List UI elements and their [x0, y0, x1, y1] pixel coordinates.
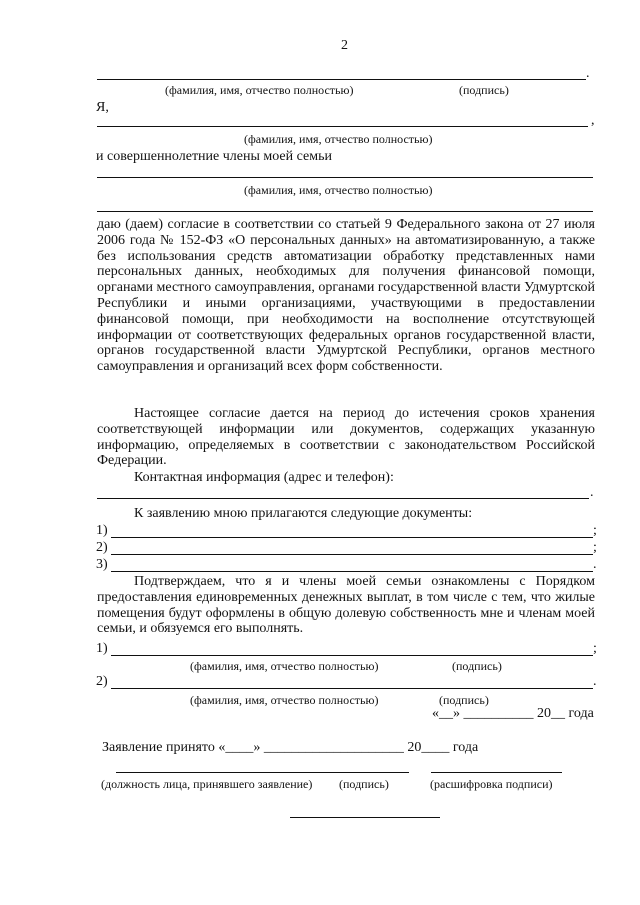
- sign-item-end: .: [593, 674, 597, 689]
- ya-label: Я,: [96, 100, 109, 115]
- page-number: 2: [341, 38, 348, 53]
- confirm-paragraph: Подтверждаем, что я и члены моей семьи ознакомлены с Порядком предоставления единовременных денежных выплат, в том числе с тем, что жилые помещения будут оформлены в общую долевую собственность мне и членам моей семьи, и обязуемся его выполнять.: [97, 574, 595, 637]
- doc-item-line[interactable]: [111, 571, 593, 572]
- accepted-line[interactable]: Заявление принято «____» ____________________ 20____ года: [102, 740, 479, 755]
- caption-accepted-position: (должность лица, принявшего заявление): [101, 777, 313, 791]
- doc-item-end: ;: [593, 523, 597, 538]
- caption-accepted-sign: (подпись): [339, 777, 389, 791]
- fio-line-3[interactable]: [97, 177, 593, 178]
- line-end-comma: ,: [591, 113, 595, 128]
- caption-fio-2: (фамилия, имя, отчество полностью): [244, 132, 433, 146]
- fio-line-4[interactable]: [97, 211, 593, 212]
- accepted-decode-line[interactable]: [431, 772, 562, 773]
- caption-fio-1: (фамилия, имя, отчество полностью): [165, 83, 354, 97]
- sign-item-number: 1): [96, 641, 108, 656]
- caption-sign-sign-1: (подпись): [452, 659, 502, 673]
- consent-paragraph: даю (даем) согласие в соответствии со статьей 9 Федерального закона от 27 июля 2006 года № 152-ФЗ «О персональных данных» на автоматизированную, а также без использования средств автоматизации обработку представленных нами персональных данных, необходимых для получения финансовой помощи, органами местного самоуправления, органами государственной власти Удмуртской Республики и иными организациями, участвующими в предоставлении финансовой помощи, при необходимости на восполнение отсутствующей информации от соответствующих федеральных органов государственной власти, органов государственной власти Удмуртской Республики, органов местного самоуправления и организаций всех форм собственности.: [97, 217, 595, 375]
- closing-separator: [290, 817, 440, 818]
- caption-accepted-decode: (расшифровка подписи): [430, 777, 553, 791]
- line-end-period: .: [586, 66, 590, 81]
- sign-item-number: 2): [96, 674, 108, 689]
- doc-item-end: .: [593, 557, 597, 572]
- contact-info-line[interactable]: [97, 498, 589, 499]
- caption-fio-sign-1: (фамилия, имя, отчество полностью): [190, 659, 379, 673]
- fio-line-1[interactable]: [97, 79, 586, 80]
- caption-fio-sign-2: (фамилия, имя, отчество полностью): [190, 693, 379, 707]
- accepted-position-line[interactable]: [116, 772, 409, 773]
- contact-info-label: Контактная информация (адрес и телефон):: [134, 470, 394, 485]
- doc-item-end: ;: [593, 540, 597, 555]
- fio-line-2[interactable]: [97, 126, 588, 127]
- caption-sign-1: (подпись): [459, 83, 509, 97]
- caption-fio-3: (фамилия, имя, отчество полностью): [244, 183, 433, 197]
- sign-item-end: ;: [593, 641, 597, 656]
- doc-item-number: 3): [96, 557, 108, 572]
- documents-intro: К заявлению мною прилагаются следующие документы:: [134, 506, 473, 521]
- doc-item-number: 1): [96, 523, 108, 538]
- doc-item-number: 2): [96, 540, 108, 555]
- date-line[interactable]: «__» __________ 20__ года: [432, 706, 594, 721]
- caption-sign-sign-2: (подпись): [439, 693, 489, 707]
- contact-line-end: .: [590, 485, 594, 500]
- sign-item-line[interactable]: [111, 688, 593, 689]
- period-paragraph: Настоящее согласие дается на период до истечения сроков хранения соответствующей информации или документов, содержащих указанную информацию, определяемых в соответствии с законодательством Российской Федерации.: [97, 406, 595, 469]
- sign-item-line[interactable]: [111, 655, 593, 656]
- doc-item-line[interactable]: [111, 554, 593, 555]
- family-members-label: и совершеннолетние члены моей семьи: [96, 149, 332, 164]
- doc-item-line[interactable]: [111, 537, 593, 538]
